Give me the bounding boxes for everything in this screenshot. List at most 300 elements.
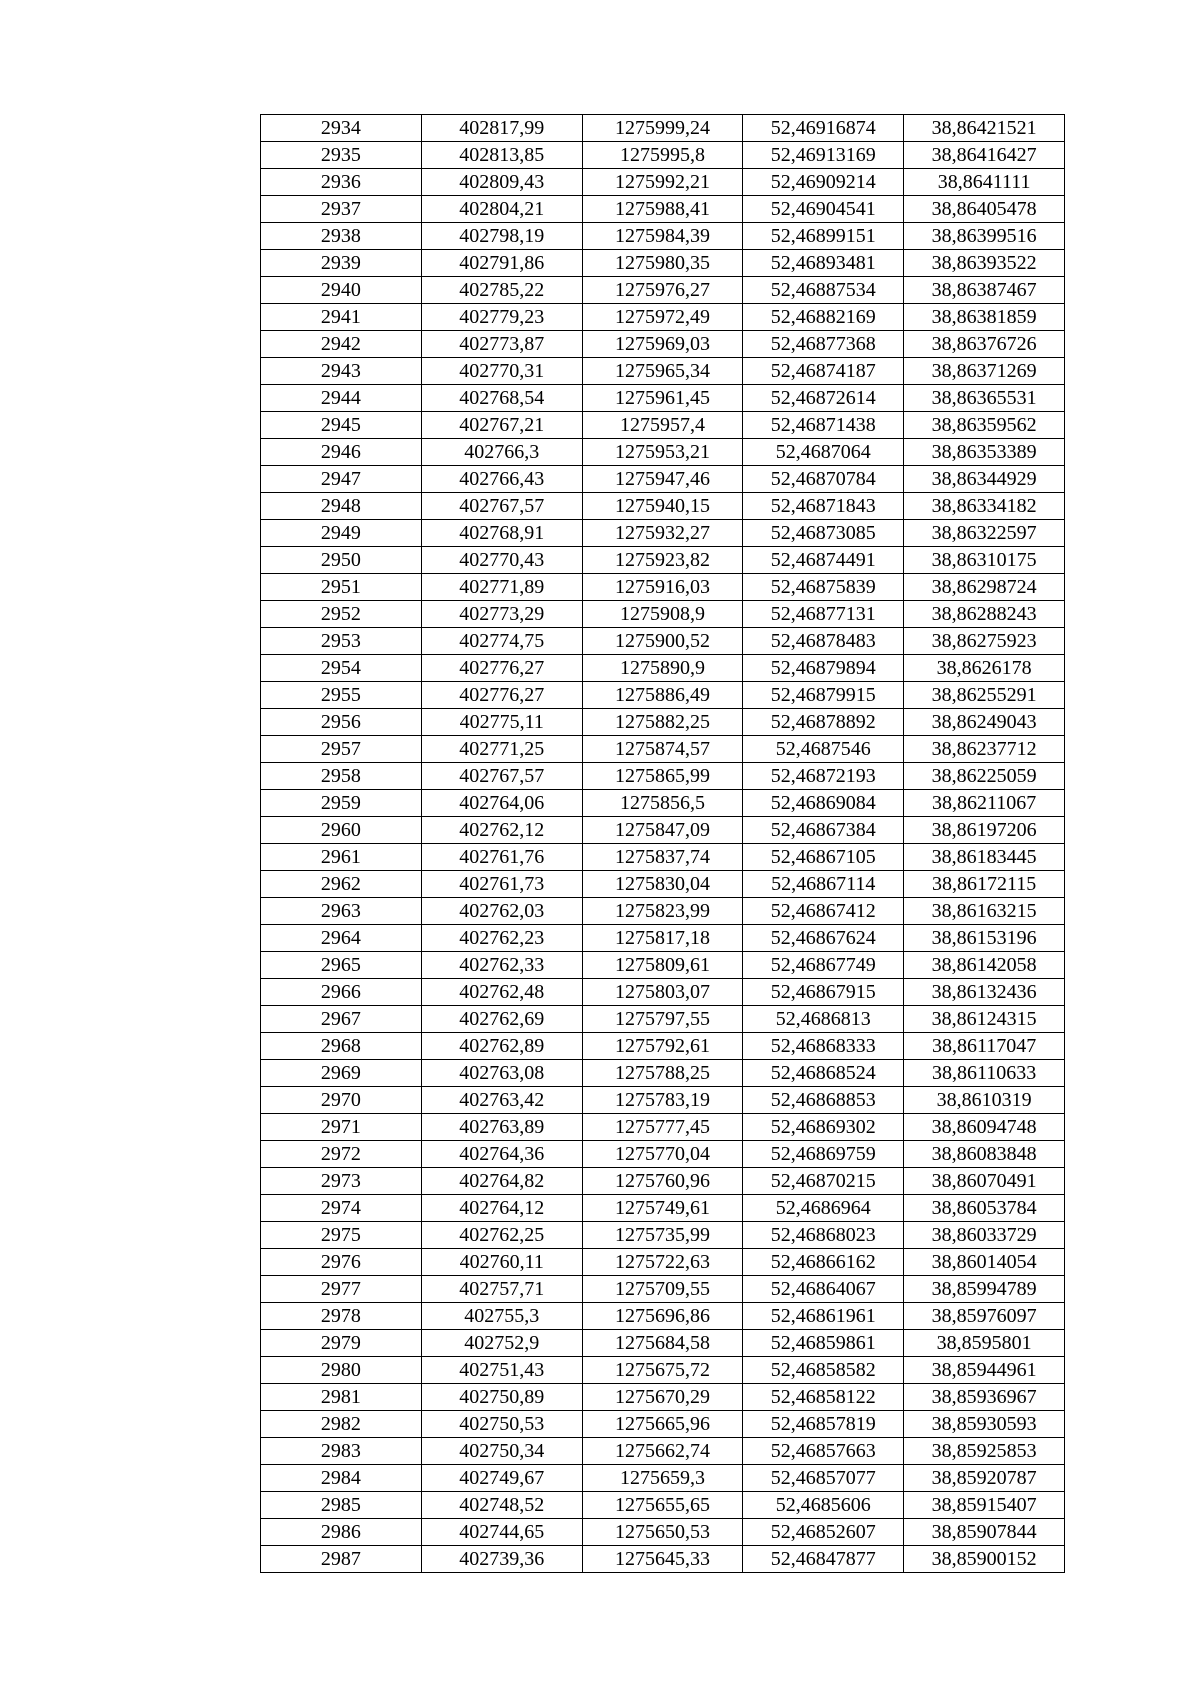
latitude-cell: 52,46872614	[743, 385, 904, 412]
longitude-cell: 38,86334182	[904, 493, 1065, 520]
point-number-cell: 2948	[261, 493, 422, 520]
table-row	[261, 223, 1065, 250]
longitude-cell: 38,86237712	[904, 736, 1065, 763]
x-coordinate-cell: 402776,27	[421, 682, 582, 709]
x-coordinate-cell: 402760,11	[421, 1249, 582, 1276]
table-row	[261, 142, 1065, 169]
latitude-cell: 52,46870215	[743, 1168, 904, 1195]
point-number-cell: 2947	[261, 466, 422, 493]
longitude-cell: 38,86083848	[904, 1141, 1065, 1168]
x-coordinate-cell: 402750,89	[421, 1384, 582, 1411]
y-coordinate-cell: 1275886,49	[582, 682, 743, 709]
y-coordinate-cell: 1275655,65	[582, 1492, 743, 1519]
table-row	[261, 736, 1065, 763]
point-number-cell: 2971	[261, 1114, 422, 1141]
longitude-cell: 38,86421521	[904, 115, 1065, 142]
point-number-cell: 2957	[261, 736, 422, 763]
longitude-cell: 38,85907844	[904, 1519, 1065, 1546]
table-row	[261, 1168, 1065, 1195]
latitude-cell: 52,4686813	[743, 1006, 904, 1033]
longitude-cell: 38,8626178	[904, 655, 1065, 682]
longitude-cell: 38,86053784	[904, 1195, 1065, 1222]
y-coordinate-cell: 1275684,58	[582, 1330, 743, 1357]
latitude-cell: 52,46857663	[743, 1438, 904, 1465]
longitude-cell: 38,85925853	[904, 1438, 1065, 1465]
x-coordinate-cell: 402751,43	[421, 1357, 582, 1384]
point-number-cell: 2980	[261, 1357, 422, 1384]
point-number-cell: 2936	[261, 169, 422, 196]
latitude-cell: 52,46868853	[743, 1087, 904, 1114]
x-coordinate-cell: 402798,19	[421, 223, 582, 250]
table-row	[261, 1276, 1065, 1303]
table-row	[261, 1195, 1065, 1222]
point-number-cell: 2946	[261, 439, 422, 466]
table-row	[261, 493, 1065, 520]
x-coordinate-cell: 402817,99	[421, 115, 582, 142]
y-coordinate-cell: 1275770,04	[582, 1141, 743, 1168]
y-coordinate-cell: 1275760,96	[582, 1168, 743, 1195]
table-row	[261, 304, 1065, 331]
latitude-cell: 52,46868333	[743, 1033, 904, 1060]
table-row	[261, 196, 1065, 223]
x-coordinate-cell: 402813,85	[421, 142, 582, 169]
longitude-cell: 38,86365531	[904, 385, 1065, 412]
point-number-cell: 2952	[261, 601, 422, 628]
x-coordinate-cell: 402773,87	[421, 331, 582, 358]
x-coordinate-cell: 402809,43	[421, 169, 582, 196]
latitude-cell: 52,46874491	[743, 547, 904, 574]
point-number-cell: 2938	[261, 223, 422, 250]
table-row	[261, 1087, 1065, 1114]
y-coordinate-cell: 1275847,09	[582, 817, 743, 844]
y-coordinate-cell: 1275696,86	[582, 1303, 743, 1330]
y-coordinate-cell: 1275809,61	[582, 952, 743, 979]
point-number-cell: 2967	[261, 1006, 422, 1033]
longitude-cell: 38,85920787	[904, 1465, 1065, 1492]
x-coordinate-cell: 402766,3	[421, 439, 582, 466]
x-coordinate-cell: 402749,67	[421, 1465, 582, 1492]
latitude-cell: 52,46899151	[743, 223, 904, 250]
table-row	[261, 169, 1065, 196]
point-number-cell: 2959	[261, 790, 422, 817]
y-coordinate-cell: 1275916,03	[582, 574, 743, 601]
point-number-cell: 2979	[261, 1330, 422, 1357]
longitude-cell: 38,8641111	[904, 169, 1065, 196]
y-coordinate-cell: 1275735,99	[582, 1222, 743, 1249]
x-coordinate-cell: 402764,06	[421, 790, 582, 817]
longitude-cell: 38,85915407	[904, 1492, 1065, 1519]
longitude-cell: 38,86172115	[904, 871, 1065, 898]
point-number-cell: 2963	[261, 898, 422, 925]
longitude-cell: 38,85976097	[904, 1303, 1065, 1330]
latitude-cell: 52,46882169	[743, 304, 904, 331]
longitude-cell: 38,86094748	[904, 1114, 1065, 1141]
point-number-cell: 2975	[261, 1222, 422, 1249]
latitude-cell: 52,46867749	[743, 952, 904, 979]
x-coordinate-cell: 402752,9	[421, 1330, 582, 1357]
x-coordinate-cell: 402771,25	[421, 736, 582, 763]
x-coordinate-cell: 402774,75	[421, 628, 582, 655]
x-coordinate-cell: 402767,21	[421, 412, 582, 439]
table-row	[261, 844, 1065, 871]
point-number-cell: 2976	[261, 1249, 422, 1276]
table-row	[261, 817, 1065, 844]
table-row	[261, 1249, 1065, 1276]
y-coordinate-cell: 1275965,34	[582, 358, 743, 385]
y-coordinate-cell: 1275908,9	[582, 601, 743, 628]
latitude-cell: 52,46869759	[743, 1141, 904, 1168]
table-row	[261, 1411, 1065, 1438]
y-coordinate-cell: 1275722,63	[582, 1249, 743, 1276]
x-coordinate-cell: 402764,36	[421, 1141, 582, 1168]
x-coordinate-cell: 402762,89	[421, 1033, 582, 1060]
latitude-cell: 52,46847877	[743, 1546, 904, 1573]
table-row	[261, 1546, 1065, 1573]
point-number-cell: 2969	[261, 1060, 422, 1087]
x-coordinate-cell: 402768,54	[421, 385, 582, 412]
y-coordinate-cell: 1275988,41	[582, 196, 743, 223]
x-coordinate-cell: 402804,21	[421, 196, 582, 223]
x-coordinate-cell: 402762,69	[421, 1006, 582, 1033]
table-row	[261, 1006, 1065, 1033]
latitude-cell: 52,46857819	[743, 1411, 904, 1438]
longitude-cell: 38,86110633	[904, 1060, 1065, 1087]
x-coordinate-cell: 402767,57	[421, 763, 582, 790]
latitude-cell: 52,46867384	[743, 817, 904, 844]
point-number-cell: 2940	[261, 277, 422, 304]
table-row	[261, 250, 1065, 277]
point-number-cell: 2984	[261, 1465, 422, 1492]
y-coordinate-cell: 1275817,18	[582, 925, 743, 952]
table-row	[261, 1222, 1065, 1249]
point-number-cell: 2970	[261, 1087, 422, 1114]
latitude-cell: 52,46875839	[743, 574, 904, 601]
longitude-cell: 38,86298724	[904, 574, 1065, 601]
point-number-cell: 2960	[261, 817, 422, 844]
latitude-cell: 52,46887534	[743, 277, 904, 304]
longitude-cell: 38,85900152	[904, 1546, 1065, 1573]
table-row	[261, 277, 1065, 304]
table-row	[261, 574, 1065, 601]
latitude-cell: 52,46868524	[743, 1060, 904, 1087]
table-row	[261, 1357, 1065, 1384]
y-coordinate-cell: 1275865,99	[582, 763, 743, 790]
x-coordinate-cell: 402771,89	[421, 574, 582, 601]
x-coordinate-cell: 402773,29	[421, 601, 582, 628]
table-row	[261, 1141, 1065, 1168]
latitude-cell: 52,46871843	[743, 493, 904, 520]
latitude-cell: 52,46859861	[743, 1330, 904, 1357]
point-number-cell: 2974	[261, 1195, 422, 1222]
y-coordinate-cell: 1275984,39	[582, 223, 743, 250]
y-coordinate-cell: 1275783,19	[582, 1087, 743, 1114]
latitude-cell: 52,46879915	[743, 682, 904, 709]
point-number-cell: 2945	[261, 412, 422, 439]
longitude-cell: 38,86132436	[904, 979, 1065, 1006]
x-coordinate-cell: 402750,53	[421, 1411, 582, 1438]
latitude-cell: 52,46878483	[743, 628, 904, 655]
table-row	[261, 1330, 1065, 1357]
latitude-cell: 52,46904541	[743, 196, 904, 223]
longitude-cell: 38,86153196	[904, 925, 1065, 952]
y-coordinate-cell: 1275797,55	[582, 1006, 743, 1033]
x-coordinate-cell: 402763,89	[421, 1114, 582, 1141]
longitude-cell: 38,86359562	[904, 412, 1065, 439]
table-row	[261, 1303, 1065, 1330]
latitude-cell: 52,46869084	[743, 790, 904, 817]
latitude-cell: 52,46879894	[743, 655, 904, 682]
table-row	[261, 1492, 1065, 1519]
longitude-cell: 38,86124315	[904, 1006, 1065, 1033]
point-number-cell: 2986	[261, 1519, 422, 1546]
x-coordinate-cell: 402762,33	[421, 952, 582, 979]
longitude-cell: 38,86183445	[904, 844, 1065, 871]
latitude-cell: 52,46858582	[743, 1357, 904, 1384]
point-number-cell: 2953	[261, 628, 422, 655]
y-coordinate-cell: 1275953,21	[582, 439, 743, 466]
x-coordinate-cell: 402768,91	[421, 520, 582, 547]
x-coordinate-cell: 402764,82	[421, 1168, 582, 1195]
longitude-cell: 38,86225059	[904, 763, 1065, 790]
point-number-cell: 2954	[261, 655, 422, 682]
latitude-cell: 52,46873085	[743, 520, 904, 547]
longitude-cell: 38,86310175	[904, 547, 1065, 574]
longitude-cell: 38,86211067	[904, 790, 1065, 817]
x-coordinate-cell: 402755,3	[421, 1303, 582, 1330]
point-number-cell: 2935	[261, 142, 422, 169]
x-coordinate-cell: 402757,71	[421, 1276, 582, 1303]
table-row	[261, 628, 1065, 655]
point-number-cell: 2956	[261, 709, 422, 736]
y-coordinate-cell: 1275665,96	[582, 1411, 743, 1438]
longitude-cell: 38,86387467	[904, 277, 1065, 304]
table-row	[261, 1384, 1065, 1411]
point-number-cell: 2934	[261, 115, 422, 142]
point-number-cell: 2982	[261, 1411, 422, 1438]
x-coordinate-cell: 402764,12	[421, 1195, 582, 1222]
point-number-cell: 2942	[261, 331, 422, 358]
y-coordinate-cell: 1275882,25	[582, 709, 743, 736]
x-coordinate-cell: 402750,34	[421, 1438, 582, 1465]
point-number-cell: 2966	[261, 979, 422, 1006]
y-coordinate-cell: 1275932,27	[582, 520, 743, 547]
latitude-cell: 52,46864067	[743, 1276, 904, 1303]
longitude-cell: 38,86381859	[904, 304, 1065, 331]
latitude-cell: 52,46870784	[743, 466, 904, 493]
y-coordinate-cell: 1275670,29	[582, 1384, 743, 1411]
table-row	[261, 952, 1065, 979]
x-coordinate-cell: 402762,23	[421, 925, 582, 952]
point-number-cell: 2985	[261, 1492, 422, 1519]
point-number-cell: 2983	[261, 1438, 422, 1465]
y-coordinate-cell: 1275923,82	[582, 547, 743, 574]
y-coordinate-cell: 1275957,4	[582, 412, 743, 439]
y-coordinate-cell: 1275777,45	[582, 1114, 743, 1141]
table-row	[261, 115, 1065, 142]
x-coordinate-cell: 402770,31	[421, 358, 582, 385]
y-coordinate-cell: 1275890,9	[582, 655, 743, 682]
table-row	[261, 331, 1065, 358]
latitude-cell: 52,46909214	[743, 169, 904, 196]
point-number-cell: 2962	[261, 871, 422, 898]
longitude-cell: 38,86014054	[904, 1249, 1065, 1276]
x-coordinate-cell: 402785,22	[421, 277, 582, 304]
table-row	[261, 1033, 1065, 1060]
coordinates-table	[260, 114, 1065, 1573]
y-coordinate-cell: 1275837,74	[582, 844, 743, 871]
table-row	[261, 1465, 1065, 1492]
table-row	[261, 520, 1065, 547]
table-row	[261, 358, 1065, 385]
point-number-cell: 2944	[261, 385, 422, 412]
latitude-cell: 52,46867624	[743, 925, 904, 952]
latitude-cell: 52,46867915	[743, 979, 904, 1006]
latitude-cell: 52,46858122	[743, 1384, 904, 1411]
y-coordinate-cell: 1275659,3	[582, 1465, 743, 1492]
y-coordinate-cell: 1275675,72	[582, 1357, 743, 1384]
latitude-cell: 52,46869302	[743, 1114, 904, 1141]
point-number-cell: 2961	[261, 844, 422, 871]
longitude-cell: 38,86376726	[904, 331, 1065, 358]
point-number-cell: 2981	[261, 1384, 422, 1411]
latitude-cell: 52,4686964	[743, 1195, 904, 1222]
table-row	[261, 709, 1065, 736]
point-number-cell: 2965	[261, 952, 422, 979]
y-coordinate-cell: 1275874,57	[582, 736, 743, 763]
table-row	[261, 1438, 1065, 1465]
point-number-cell: 2951	[261, 574, 422, 601]
latitude-cell: 52,46867105	[743, 844, 904, 871]
x-coordinate-cell: 402791,86	[421, 250, 582, 277]
x-coordinate-cell: 402761,76	[421, 844, 582, 871]
longitude-cell: 38,8595801	[904, 1330, 1065, 1357]
table-row	[261, 1114, 1065, 1141]
longitude-cell: 38,85994789	[904, 1276, 1065, 1303]
y-coordinate-cell: 1275788,25	[582, 1060, 743, 1087]
x-coordinate-cell: 402761,73	[421, 871, 582, 898]
y-coordinate-cell: 1275947,46	[582, 466, 743, 493]
table-row	[261, 682, 1065, 709]
table-row	[261, 1060, 1065, 1087]
longitude-cell: 38,86405478	[904, 196, 1065, 223]
latitude-cell: 52,46874187	[743, 358, 904, 385]
longitude-cell: 38,86249043	[904, 709, 1065, 736]
latitude-cell: 52,46913169	[743, 142, 904, 169]
y-coordinate-cell: 1275992,21	[582, 169, 743, 196]
longitude-cell: 38,86255291	[904, 682, 1065, 709]
longitude-cell: 38,85944961	[904, 1357, 1065, 1384]
x-coordinate-cell: 402776,27	[421, 655, 582, 682]
latitude-cell: 52,46877131	[743, 601, 904, 628]
longitude-cell: 38,86344929	[904, 466, 1065, 493]
y-coordinate-cell: 1275709,55	[582, 1276, 743, 1303]
y-coordinate-cell: 1275650,53	[582, 1519, 743, 1546]
table-row	[261, 385, 1065, 412]
y-coordinate-cell: 1275980,35	[582, 250, 743, 277]
x-coordinate-cell: 402763,42	[421, 1087, 582, 1114]
point-number-cell: 2964	[261, 925, 422, 952]
longitude-cell: 38,86197206	[904, 817, 1065, 844]
table-row	[261, 763, 1065, 790]
point-number-cell: 2939	[261, 250, 422, 277]
y-coordinate-cell: 1275969,03	[582, 331, 743, 358]
latitude-cell: 52,46867114	[743, 871, 904, 898]
y-coordinate-cell: 1275792,61	[582, 1033, 743, 1060]
longitude-cell: 38,85936967	[904, 1384, 1065, 1411]
x-coordinate-cell: 402775,11	[421, 709, 582, 736]
point-number-cell: 2968	[261, 1033, 422, 1060]
table-row	[261, 979, 1065, 1006]
latitude-cell: 52,46877368	[743, 331, 904, 358]
longitude-cell: 38,86399516	[904, 223, 1065, 250]
x-coordinate-cell: 402748,52	[421, 1492, 582, 1519]
point-number-cell: 2949	[261, 520, 422, 547]
y-coordinate-cell: 1275995,8	[582, 142, 743, 169]
table-row	[261, 1519, 1065, 1546]
longitude-cell: 38,86163215	[904, 898, 1065, 925]
longitude-cell: 38,86275923	[904, 628, 1065, 655]
table-row	[261, 547, 1065, 574]
longitude-cell: 38,86033729	[904, 1222, 1065, 1249]
point-number-cell: 2943	[261, 358, 422, 385]
y-coordinate-cell: 1275900,52	[582, 628, 743, 655]
longitude-cell: 38,86142058	[904, 952, 1065, 979]
latitude-cell: 52,46871438	[743, 412, 904, 439]
point-number-cell: 2978	[261, 1303, 422, 1330]
table-row	[261, 871, 1065, 898]
longitude-cell: 38,86322597	[904, 520, 1065, 547]
point-number-cell: 2977	[261, 1276, 422, 1303]
y-coordinate-cell: 1275830,04	[582, 871, 743, 898]
x-coordinate-cell: 402739,36	[421, 1546, 582, 1573]
table-row	[261, 655, 1065, 682]
point-number-cell: 2972	[261, 1141, 422, 1168]
latitude-cell: 52,46857077	[743, 1465, 904, 1492]
table-row	[261, 601, 1065, 628]
x-coordinate-cell: 402763,08	[421, 1060, 582, 1087]
latitude-cell: 52,46868023	[743, 1222, 904, 1249]
longitude-cell: 38,86416427	[904, 142, 1065, 169]
latitude-cell: 52,46872193	[743, 763, 904, 790]
y-coordinate-cell: 1275972,49	[582, 304, 743, 331]
table-row	[261, 466, 1065, 493]
latitude-cell: 52,46893481	[743, 250, 904, 277]
table-row	[261, 412, 1065, 439]
x-coordinate-cell: 402779,23	[421, 304, 582, 331]
x-coordinate-cell: 402744,65	[421, 1519, 582, 1546]
point-number-cell: 2937	[261, 196, 422, 223]
latitude-cell: 52,46867412	[743, 898, 904, 925]
x-coordinate-cell: 402762,03	[421, 898, 582, 925]
y-coordinate-cell: 1275976,27	[582, 277, 743, 304]
x-coordinate-cell: 402762,25	[421, 1222, 582, 1249]
point-number-cell: 2950	[261, 547, 422, 574]
point-number-cell: 2941	[261, 304, 422, 331]
y-coordinate-cell: 1275940,15	[582, 493, 743, 520]
latitude-cell: 52,4687064	[743, 439, 904, 466]
x-coordinate-cell: 402762,12	[421, 817, 582, 844]
y-coordinate-cell: 1275749,61	[582, 1195, 743, 1222]
x-coordinate-cell: 402766,43	[421, 466, 582, 493]
latitude-cell: 52,46916874	[743, 115, 904, 142]
longitude-cell: 38,86371269	[904, 358, 1065, 385]
latitude-cell: 52,46866162	[743, 1249, 904, 1276]
y-coordinate-cell: 1275823,99	[582, 898, 743, 925]
coordinates-table-body	[261, 115, 1065, 1573]
longitude-cell: 38,85930593	[904, 1411, 1065, 1438]
y-coordinate-cell: 1275961,45	[582, 385, 743, 412]
y-coordinate-cell: 1275803,07	[582, 979, 743, 1006]
